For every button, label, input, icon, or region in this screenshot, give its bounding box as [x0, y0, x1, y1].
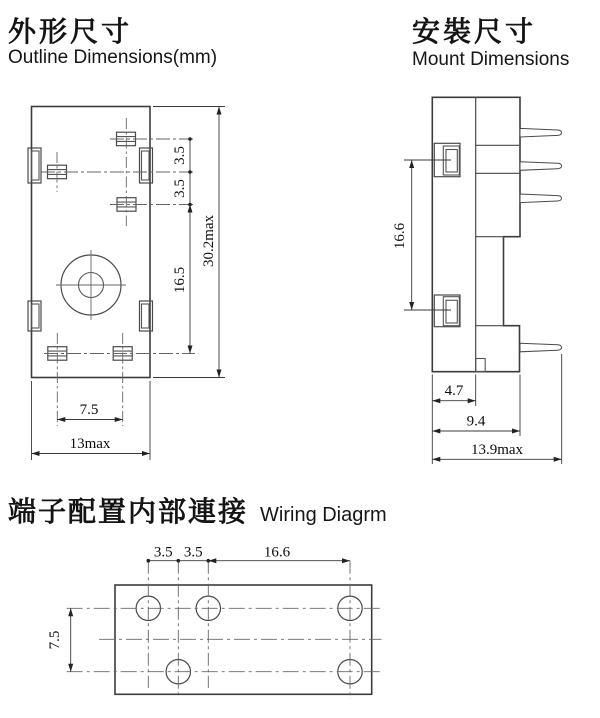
mount-title-zh: 安裝尺寸: [412, 16, 537, 47]
dim-label-4-7: 4.7: [444, 383, 464, 399]
mount-foot-notch: [476, 359, 486, 372]
terminal-hatch-lines: [48, 137, 137, 356]
dim-label-13-9max: 13.9max: [470, 441, 524, 458]
arrow-right: [468, 398, 476, 403]
outline-title-zh: 外形尺寸: [8, 16, 133, 47]
dim-label-16-6: 16.6: [392, 222, 408, 250]
arrow-left: [57, 417, 65, 422]
arrow-left: [208, 558, 216, 563]
dim-label-3-5-a: 3.5: [172, 146, 188, 165]
arrow-right: [342, 558, 350, 563]
arrow-right: [512, 429, 520, 434]
arrow-left: [432, 457, 440, 462]
wiring-title-en: Wiring Diagrm: [260, 504, 387, 526]
arrow-down: [217, 370, 222, 378]
dim-label-9-4: 9.4: [466, 413, 486, 430]
dim-label-13max: 13max: [69, 436, 111, 452]
hole-crosshair: [56, 250, 126, 320]
wiring-centerlines-vertical: [148, 561, 350, 699]
mount-drawing: [392, 97, 562, 464]
arrow-right: [142, 451, 150, 456]
arrow-down: [68, 664, 73, 672]
arrow-up: [188, 205, 193, 213]
outline-side-clips: [28, 148, 153, 331]
dim-label-7-5: 7.5: [47, 630, 63, 650]
arrow-left: [32, 451, 40, 456]
arrow-up: [217, 107, 222, 115]
arrow-down: [188, 346, 193, 354]
mount-pins: [520, 128, 562, 351]
wiring-drawing: [47, 545, 382, 700]
dim-label-16-6: 16.6: [263, 544, 291, 561]
mount-rail-clips: [434, 143, 460, 326]
wiring-title-zh: 端子配置内部連接: [8, 496, 249, 527]
arrow-right: [115, 417, 123, 422]
outline-dim-lines: [32, 107, 220, 454]
mount-title-en: Mount Dimensions: [412, 49, 570, 70]
arrow-up: [409, 160, 414, 168]
terminal-centerlines-horizontal: [41, 139, 195, 354]
arrow-down: [409, 302, 414, 310]
dim-label-16-5: 16.5: [172, 266, 188, 294]
wiring-dim-lines: [71, 561, 350, 672]
wiring-centerlines-horizontal: [67, 608, 382, 671]
arrow-left: [432, 429, 440, 434]
mount-dimensions: [392, 160, 562, 464]
mount-leader-lines: [404, 160, 451, 310]
pin: [520, 128, 562, 137]
dim-label-3-5-a: 3.5: [153, 544, 173, 561]
outline-title-en: Outline Dimensions(mm): [8, 47, 218, 68]
mount-body-dividers: [476, 97, 520, 371]
outline-body: [32, 107, 151, 378]
outline-drawing: [28, 107, 225, 461]
arrow-left: [432, 398, 440, 403]
dim-label-3-5-b: 3.5: [183, 544, 203, 561]
dim-label-7-5: 7.5: [79, 402, 99, 418]
outline-center-hole: [56, 250, 126, 320]
arrow-up: [68, 608, 73, 616]
wiring-holes: [136, 596, 362, 684]
dim-label-3-5-b: 3.5: [172, 179, 188, 198]
pin: [520, 162, 562, 171]
arrow-right: [554, 457, 562, 462]
pin: [520, 343, 562, 352]
dim-label-30-2max: 30.2max: [201, 214, 217, 268]
pin: [520, 194, 562, 203]
